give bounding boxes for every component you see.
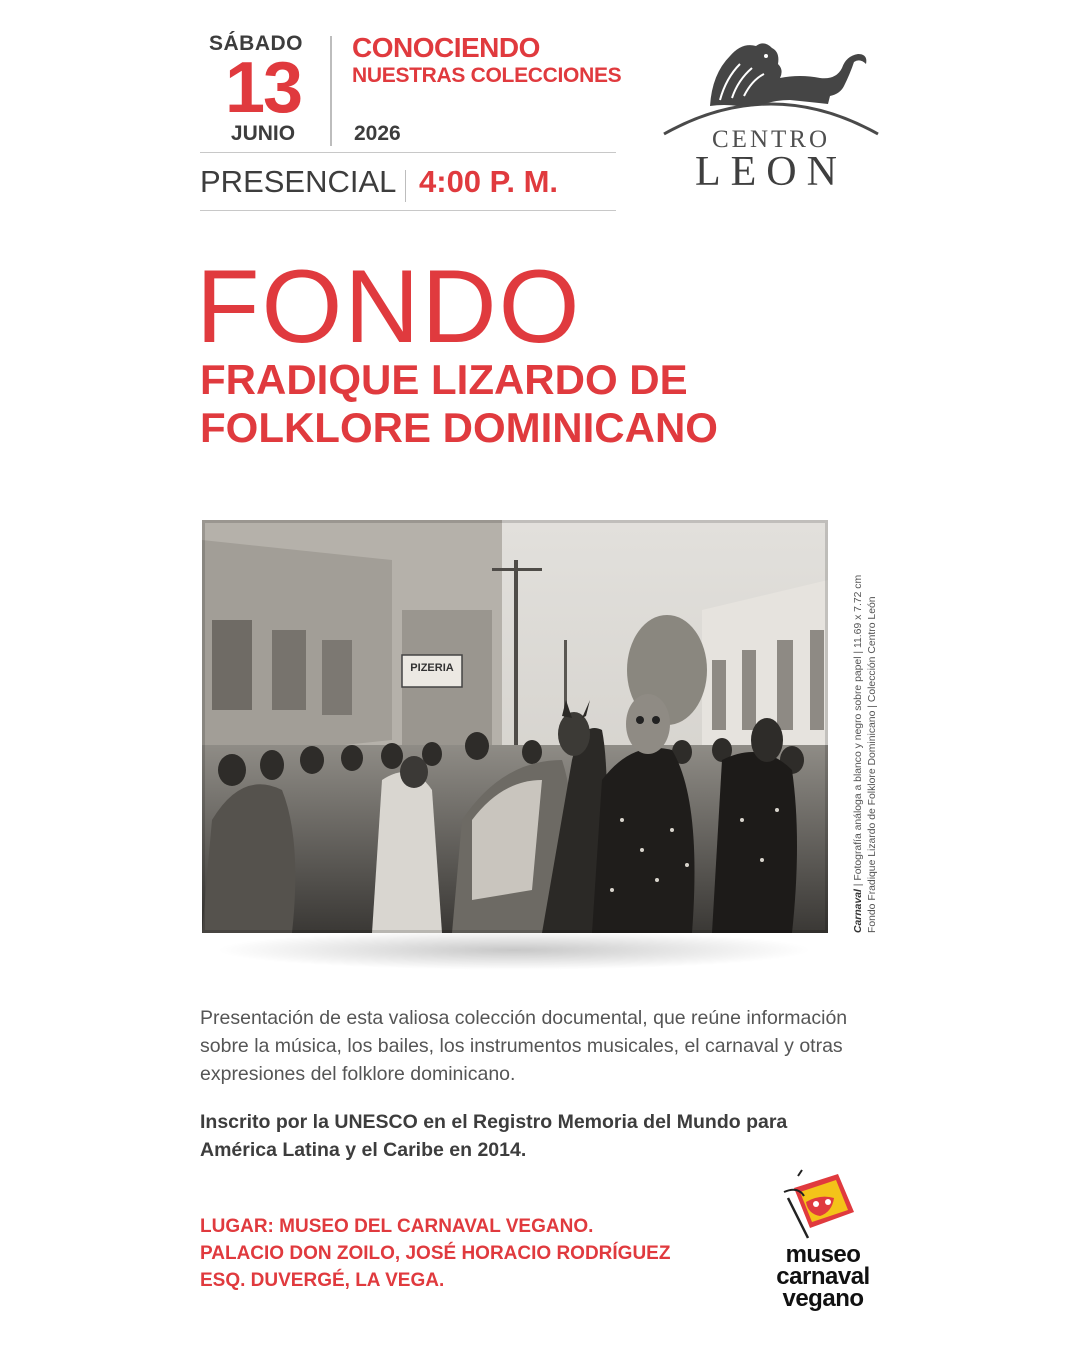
museo-logo-line-2: carnaval	[776, 1263, 870, 1290]
subtitle-line-2: FOLKLORE DOMINICANO	[200, 404, 718, 451]
collection-description: Presentación de esta valiosa colección documental, que reúne información sobre la música, los bailes, los instrumentos musicales, el carnaval y otras expresiones del folklore dominicano.	[200, 1007, 848, 1085]
subtitle	[200, 356, 718, 452]
header-rule-bottom	[200, 210, 616, 211]
subtitle-line-1: FRADIQUE LIZARDO DE	[200, 356, 688, 403]
event-time: 4:00 P. M.	[419, 164, 559, 199]
series-title-line-2: NUESTRAS COLECCIONES	[352, 64, 622, 87]
photo-caption-title: Carnaval	[853, 889, 864, 933]
event-year: 2026	[354, 122, 401, 145]
unesco-note: Inscrito por la UNESCO en el Registro Memoria del Mundo para América Latina y el Caribe en 2014.	[200, 1111, 788, 1161]
mode-time-divider	[405, 170, 406, 202]
event-month: JUNIO	[230, 122, 296, 145]
photo-sign-text: PIZERIA	[410, 662, 454, 674]
photo-caption-text	[852, 520, 880, 933]
photo-shadow	[214, 930, 814, 970]
event-location	[200, 1213, 760, 1294]
centro-leon-logo-line-1: CENTRO	[712, 126, 830, 153]
museo-logo-line-3: vegano	[782, 1285, 864, 1312]
event-mode: PRESENCIAL	[200, 164, 397, 199]
header-rule-top	[200, 152, 616, 153]
museo-logo-text	[760, 1241, 886, 1312]
event-day-name: SÁBADO	[208, 32, 303, 55]
location-line-3: ESQ. DUVERGÉ, LA VEGA.	[200, 1270, 445, 1291]
photo-caption-line-1	[852, 520, 866, 933]
main-title: FONDO	[196, 249, 582, 365]
carnival-photo	[202, 520, 828, 933]
carnival-mask-icon	[780, 1168, 860, 1244]
location-line-1: LUGAR: MUSEO DEL CARNAVAL VEGANO.	[200, 1216, 594, 1237]
centro-leon-logo-line-2: LEON	[695, 149, 847, 195]
photo-caption	[852, 520, 892, 933]
header-divider	[330, 36, 332, 146]
museo-logo-line-1: museo	[785, 1241, 861, 1268]
series-title-line-1: CONOCIENDO	[352, 32, 540, 63]
photo-caption-line-2: Fondo Fradique Lizardo de Folklore Dominicano | Colección Centro León	[867, 596, 878, 933]
photo-caption-details: | Fotografía análoga a blanco y negro sobre papel | 11.69 x 7.72 cm	[853, 574, 864, 890]
location-line-2: PALACIO DON ZOILO, JOSÉ HORACIO RODRÍGUEZ	[200, 1243, 671, 1264]
event-day-number: 13	[224, 48, 302, 128]
